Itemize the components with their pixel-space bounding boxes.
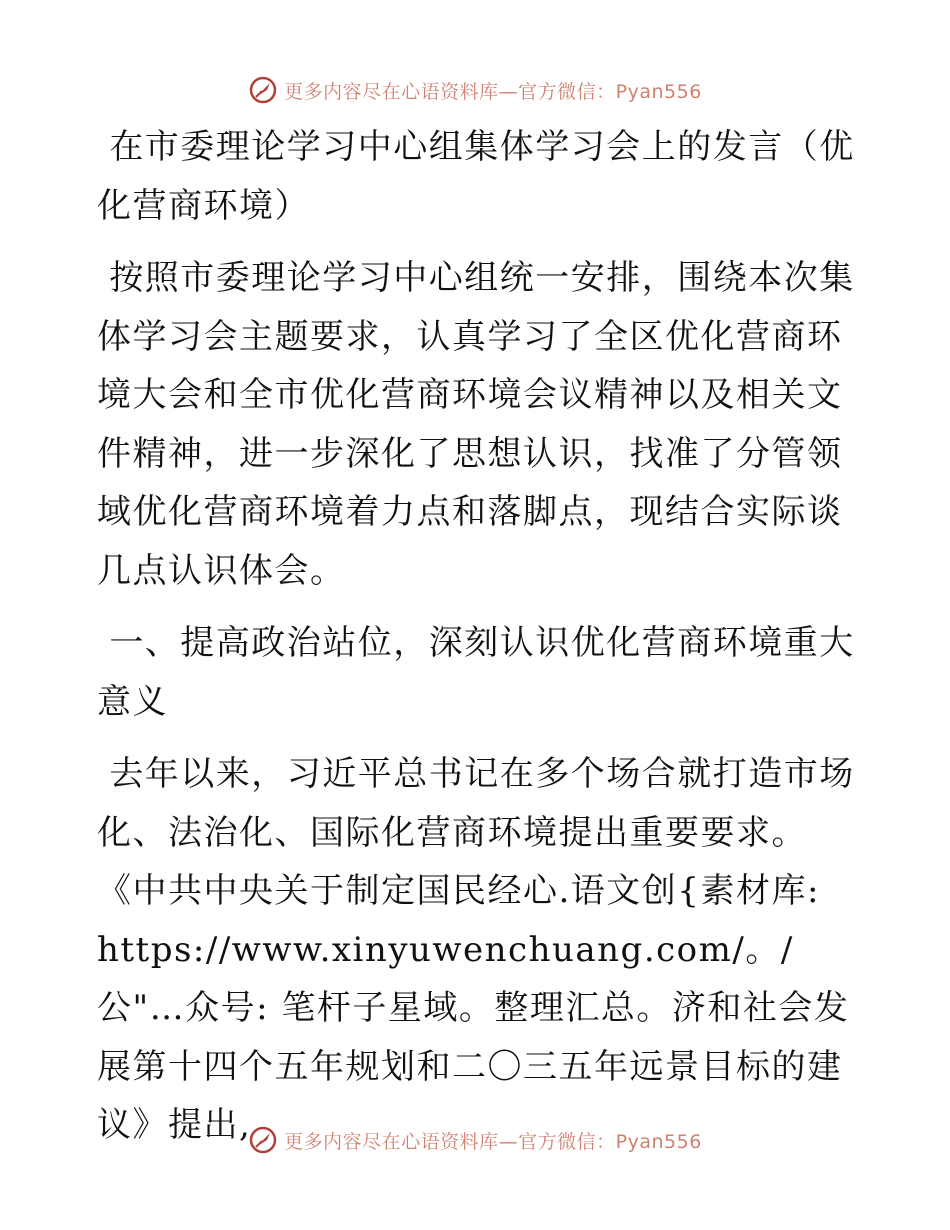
intro-paragraph: 按照市委理论学习中心组统一安排，围绕本次集体学习会主题要求，认真学习了全区优化营商环境大会和全市优化营商环境会议精神以及相关文件精神，进一步深化了思想认识，找准了分管领域优化营商环境着力点和落脚点，现结合实际谈几点认识体会。 bbox=[97, 258, 855, 591]
document-body bbox=[97, 118, 857, 1155]
footer-watermark-text: 更多内容尽在心语资料库—官方微信：Pyan556 bbox=[284, 1130, 702, 1153]
header-watermark-banner bbox=[0, 72, 950, 108]
quill-seal-icon bbox=[248, 1125, 278, 1155]
footer-watermark-banner bbox=[0, 1122, 950, 1158]
section-heading-1: 一、提高政治站位，深刻认识优化营商环境重大意义 bbox=[97, 623, 855, 722]
document-title: 在市委理论学习中心组集体学习会上的发言（优化营商环境） bbox=[97, 127, 855, 226]
quill-seal-icon bbox=[248, 75, 278, 105]
section-1-paragraph: 去年以来，习近平总书记在多个场合就打造市场化、法治化、国际化营商环境提出重要要求。《中共中央关于制定国民经心.语文创{素材库: https://www.xinyuwenchuang.com/。/公"…众号: 笔杆子星域。整理汇总。济和社会发展第十四个五年规划和二〇三五年远景目标的建议》提出, bbox=[97, 754, 855, 1145]
header-watermark-text: 更多内容尽在心语资料库—官方微信：Pyan556 bbox=[284, 80, 702, 103]
